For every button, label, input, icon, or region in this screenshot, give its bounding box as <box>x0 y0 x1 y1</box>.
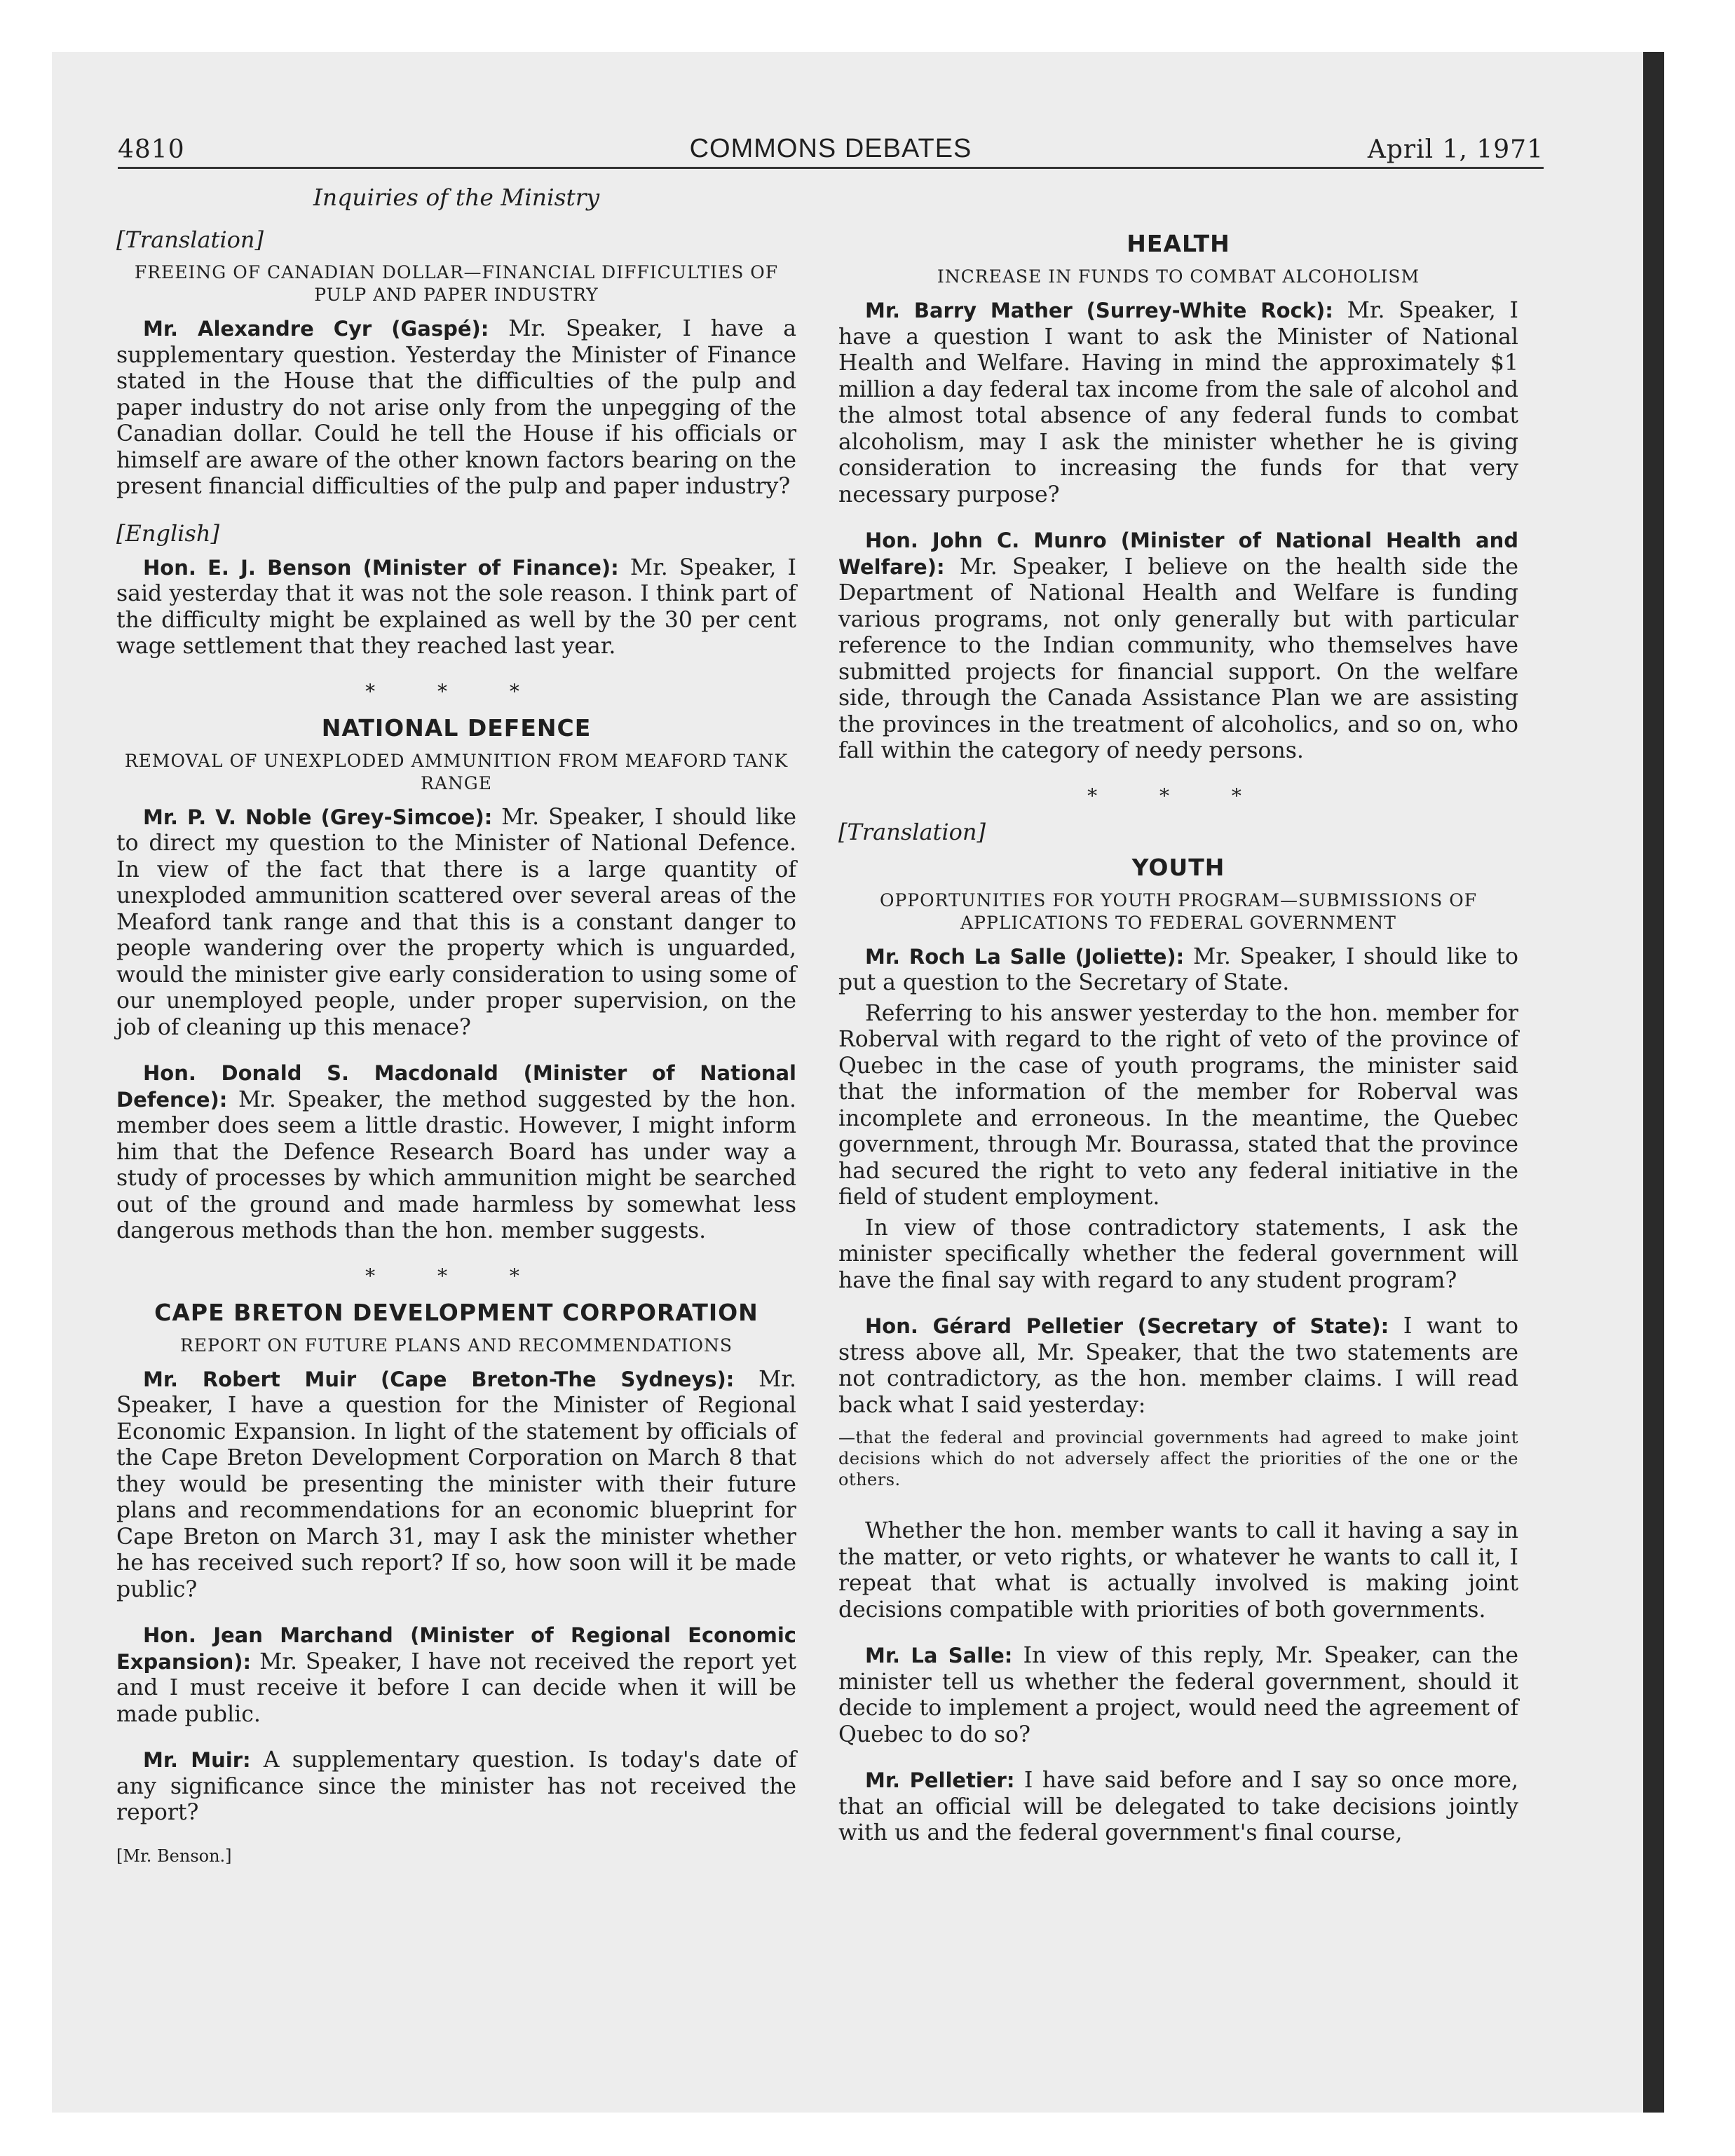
section-separator: * * * <box>365 1264 547 1288</box>
paragraph <box>838 944 1518 997</box>
language-marker: [English] <box>116 519 219 547</box>
paragraph <box>116 1367 796 1604</box>
paragraph <box>838 1314 1518 1419</box>
speech-text: In view of this reply, Mr. Speaker, can the minister tell us whether the federal government, should it decide to implement a project, would need the agreement of Quebec to do so? <box>838 1643 1518 1747</box>
section-heading: YOUTH <box>1131 853 1225 881</box>
speech-text: I want to stress above all, Mr. Speaker, that the two statements are not contradictory, as the hon. member claims. I will read back what I said yesterday: <box>838 1314 1518 1418</box>
language-marker: [Translation] <box>838 818 986 845</box>
block-quote: —that the federal and provincial governments had agreed to make joint decisions which do not adversely affect the priorities of the one or the others. <box>838 1428 1518 1489</box>
paragraph: In view of those contradictory statements, I ask the minister specifically whether the federal government will have the final say with regard to any student program? <box>838 1215 1518 1293</box>
section-heading: NATIONAL DEFENCE <box>321 714 592 742</box>
speech-text: Mr. Speaker, the method suggested by the hon. member does seem a little drastic. However, I might inform him that the Defence Research Board has under way a study of processes by which ammunition might be searched out of the ground and made harmless by somewhat less dangerous methods than the hon. member suggests. <box>116 1086 796 1243</box>
speech-text: A supplementary question. Is today's date of any significance since the minister has not received the report? <box>116 1747 796 1825</box>
subheading: REPORT ON FUTURE PLANS AND RECOMMENDATIONS <box>179 1335 733 1356</box>
paragraph <box>116 316 796 500</box>
section-separator: * * * <box>365 679 547 703</box>
binding-edge <box>1643 52 1664 2113</box>
speaker-name: Hon. Jean Marchand (Minister of Regional Economic Expansion): <box>116 1623 796 1674</box>
subheading: FREEING OF CANADIAN DOLLAR—FINANCIAL DIFFICULTIES OF PULP AND PAPER INDUSTRY <box>134 262 779 305</box>
subheading: REMOVAL OF UNEXPLODED AMMUNITION FROM MEAFORD TANK RANGE <box>124 750 789 793</box>
speaker-name: Mr. La Salle: <box>865 1644 1013 1667</box>
language-marker: [Translation] <box>116 226 264 253</box>
speaker-name: Hon. Donald S. Macdonald (Minister of National Defence): <box>116 1061 796 1112</box>
speaker-name: Mr. Muir: <box>143 1748 251 1772</box>
paragraph <box>116 1060 796 1245</box>
speaker-name: Mr. P. V. Noble (Grey-Simcoe): <box>143 805 493 829</box>
footer-note: [Mr. Benson.] <box>116 1845 232 1866</box>
speaker-name: Mr. Barry Mather (Surrey-White Rock): <box>865 299 1333 322</box>
speech-text: Mr. Speaker, I should like to direct my question to the Minister of National Defence. In view of the fact that there is a large quantity of unexploded ammunition scattered over several areas of the Meaford tank range and that this is a constant danger to people wandering over the property which is unguarded, would the minister give early consideration to using some of our unemployed people, under proper supervision, on the job of cleaning up this menace? <box>116 804 796 1040</box>
paragraph <box>838 1768 1518 1847</box>
speech-text: Mr. Speaker, I have a supplementary question. Yesterday the Minister of Finance stated in the House that the difficulties of the pulp and paper industry do not arise only from the unpegging of the Canadian dollar. Could he tell the House if his officials or himself are aware of the other known factors bearing on the present financial difficulties of the pulp and paper industry? <box>116 316 796 499</box>
speech-text: Mr. Speaker, I should like to put a question to the Secretary of State. <box>838 943 1518 995</box>
subheading: OPPORTUNITIES FOR YOUTH PROGRAM—SUBMISSIONS OF APPLICATIONS TO FEDERAL GOVERNMENT <box>879 889 1478 933</box>
subheading: INCREASE IN FUNDS TO COMBAT ALCOHOLISM <box>937 266 1420 287</box>
section-separator: * * * <box>1087 784 1270 807</box>
speaker-name: Mr. Robert Muir (Cape Breton-The Sydneys): <box>143 1367 735 1391</box>
speaker-name: Hon. John C. Munro (Minister of National Health and Welfare): <box>838 528 1518 579</box>
paragraph <box>116 555 796 660</box>
running-head: Inquiries of the Ministry <box>313 184 600 211</box>
paragraph <box>116 1747 796 1827</box>
speech-text: Mr. Speaker, I have a question for the Minister of Regional Economic Expansion. In light of the statement by officials of the Cape Breton Development Corporation on March 8 that they would be presenting the minister with their future plans and recommendations for an economic blueprint for Cape Breton on March 31, may I ask the minister whether he has received such report? If so, how soon will it be made public? <box>116 1366 796 1602</box>
speech-text: Mr. Speaker, I said yesterday that it was not the sole reason. I think part of the difficulty might be explained as well by the 30 per cent wage settlement that they reached last year. <box>116 554 796 659</box>
speaker-name: Mr. Roch La Salle (Joliette): <box>865 944 1185 969</box>
speaker-name: Mr. Pelletier: <box>865 1768 1015 1792</box>
speech-text: I have said before and I say so once more, that an official will be delegated to take decisions jointly with us and the federal government's final course, <box>838 1768 1518 1845</box>
speaker-name: Mr. Alexandre Cyr (Gaspé): <box>143 317 489 341</box>
right-column <box>838 223 1518 1867</box>
paragraph <box>116 1623 796 1728</box>
page-header <box>118 125 1544 169</box>
publication-title: COMMONS DEBATES <box>689 134 972 163</box>
paragraph: Whether the hon. member wants to call it having a say in the matter, or veto rights, or whatever he wants to call it, I repeat that what is actually involved is making joint decisions compatible with priorities of both governments. <box>838 1518 1518 1623</box>
speech-text: Mr. Speaker, I have a question I want to ask the Minister of National Health and Welfare. Having in mind the approximately $1 million a day federal tax income from the sale of alcohol and the almost total absence of any federal funds to combat alcoholism, may I ask the minister whether he is giving consideration to increasing the funds for that very necessary purpose? <box>838 298 1518 507</box>
speech-text: Mr. Speaker, I have not received the report yet and I must receive it before I can decide when it will be made public. <box>116 1649 796 1727</box>
speech-text: Mr. Speaker, I believe on the health side the Department of National Health and Welfare is funding various programs, not only generally but with particular reference to the Indian community, who themselves have submitted projects for financial support. On the welfare side, through the Canada Assistance Plan we are assisting the provinces in the treatment of alcoholics, and so on, who fall within the category of needy persons. <box>838 554 1518 763</box>
speaker-name: Hon. E. J. Benson (Minister of Finance): <box>143 555 619 580</box>
section-heading: HEALTH <box>1127 230 1230 257</box>
paragraph: Referring to his answer yesterday to the hon. member for Roberval with regard to the right of veto of the province of Quebec in the case of youth programs, the minister said that the information of the member for Roberval was incomplete and erroneous. In the meantime, the Quebec government, through Mr. Bourassa, stated that the province had secured the right to veto any federal initiative in the field of student employment. <box>838 1000 1518 1210</box>
paragraph <box>838 528 1518 765</box>
page-number: 4810 <box>118 135 185 164</box>
left-column <box>116 184 796 1866</box>
page-date: April 1, 1971 <box>1367 135 1544 164</box>
paragraph <box>838 1643 1518 1748</box>
section-heading: CAPE BRETON DEVELOPMENT CORPORATION <box>154 1298 758 1326</box>
paragraph <box>838 298 1518 508</box>
paragraph <box>116 805 796 1042</box>
speaker-name: Hon. Gérard Pelletier (Secretary of State): <box>865 1314 1389 1338</box>
